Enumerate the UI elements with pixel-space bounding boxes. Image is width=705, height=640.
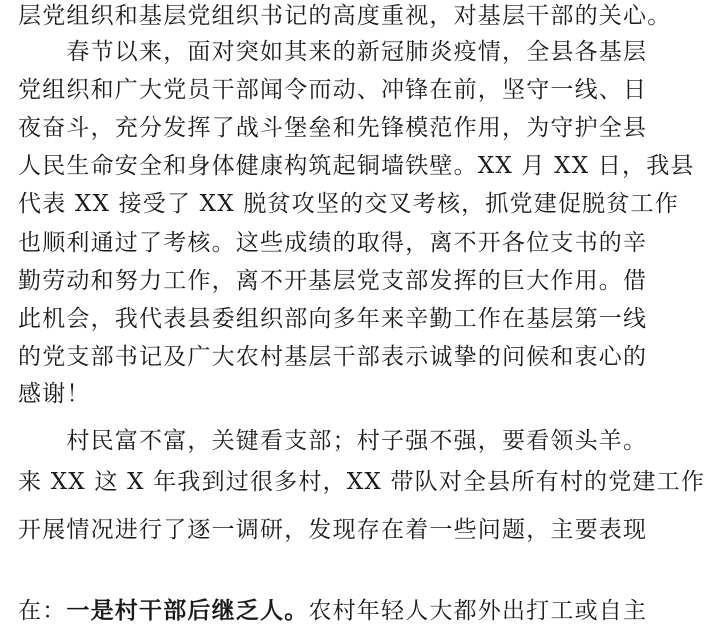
text-line: 也顺利通过了考核。这些成绩的取得，离不开各位支书的辛 xyxy=(18,230,648,256)
text-line: 党组织和广大党员干部闻令而动、冲锋在前，坚守一线、日 xyxy=(18,77,648,103)
text-line: 来 XX 这 X 年我到过很多村，XX 带队对全县所有村的党建工作 xyxy=(18,469,705,495)
text-line: 人民生命安全和身体健康构筑起铜墙铁壁。XX 月 XX 日，我县 xyxy=(18,153,695,179)
text-line: 村民富不富，关键看支部；村子强不强，要看领头羊。 xyxy=(18,428,648,454)
text-line-last xyxy=(18,593,648,629)
text-line: 开展情况进行了逐一调研，发现存在着一些问题，主要表现 xyxy=(18,517,648,543)
text-line: 夜奋斗，充分发挥了战斗堡垒和先锋模范作用，为守护全县 xyxy=(18,115,648,141)
text-line: 层党组织和基层党组织书记的高度重视，对基层干部的关心。 xyxy=(18,3,672,29)
text-line: 的党支部书记及广大农村基层干部表示诚挚的问候和衷心的 xyxy=(18,344,648,370)
text-line: 勤劳动和努力工作，离不开基层党支部发挥的巨大作用。借 xyxy=(18,268,648,294)
text-line: 春节以来，面对突如其来的新冠肺炎疫情，全县各基层 xyxy=(18,39,648,65)
text-line: 代表 XX 接受了 XX 脱贫攻坚的交叉考核，抓党建促脱贫工作 xyxy=(18,191,679,217)
bold-heading: 一是村干部后继乏人。 xyxy=(66,597,309,624)
text-segment: 在： xyxy=(18,598,67,624)
text-line: 此机会，我代表县委组织部向多年来辛勤工作在基层第一线 xyxy=(18,306,648,332)
text-segment: 农村年轻人大都外出打工或自主 xyxy=(308,598,648,624)
text-line: 感谢！ xyxy=(18,381,91,407)
